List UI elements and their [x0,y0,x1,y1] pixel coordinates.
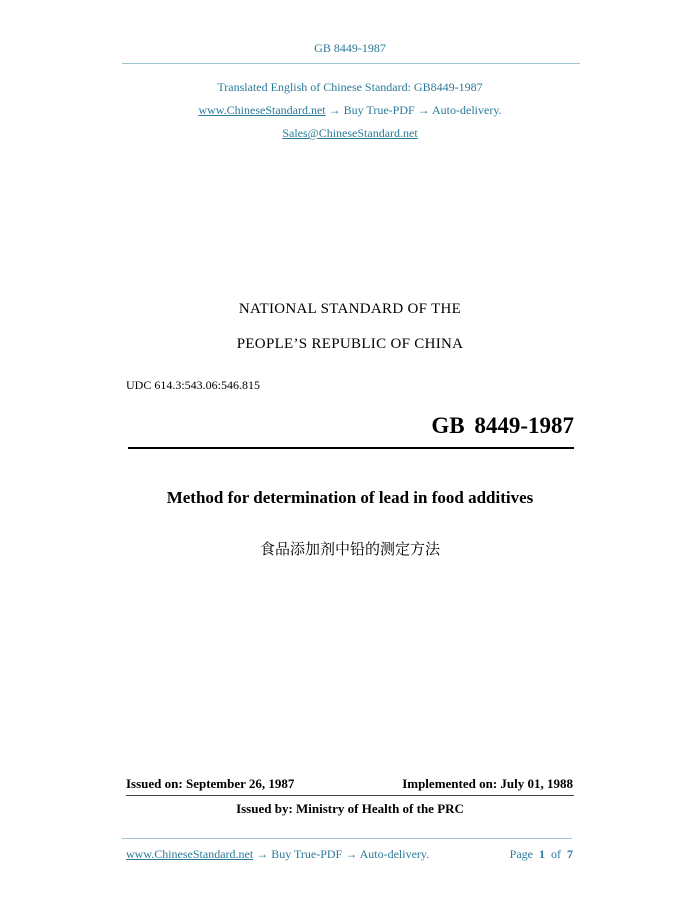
implemented-on-date: Implemented on: July 01, 1988 [402,776,573,791]
issued-by: Issued by: Ministry of Health of the PRC [236,801,464,816]
footer-divider [122,838,572,839]
page-indicator [510,847,573,862]
page-label: Page [509,847,533,861]
header-divider [122,63,580,64]
footer-auto-delivery-text: Auto-delivery. [359,847,430,861]
title-divider [128,447,574,449]
buy-true-pdf-link[interactable]: Buy True-PDF [343,103,415,117]
arrow-right-icon: → [256,847,269,861]
arrow-right-icon: → [417,103,430,117]
page-of: of [551,847,561,861]
arrow-right-icon: → [345,847,358,861]
site-link[interactable]: www.ChineseStandard.net [198,103,326,117]
national-standard-title-line2: PEOPLE’S REPUBLIC OF CHINA [236,336,464,352]
page-current: 1 [539,847,545,861]
arrow-right-icon: → [328,103,341,117]
footer-promo-line [126,847,429,862]
sales-email-link[interactable]: Sales@ChineseStandard.net [282,126,418,140]
udc-code: UDC 614.3:543.06:546.815 [126,378,261,392]
email-line [0,126,700,141]
chinese-title: 食品添加剂中铅的测定方法 [259,540,440,558]
footer-site-link[interactable]: www.ChineseStandard.net [126,847,254,861]
auto-delivery-text: Auto-delivery. [432,103,502,117]
header-promo-line [0,103,700,118]
issuance-divider [126,795,574,796]
header-doc-code: GB 8449-1987 [314,41,386,55]
national-standard-title-line1: NATIONAL STANDARD OF THE [238,301,462,317]
translated-notice: Translated English of Chinese Standard: GB8449-1987 [217,80,483,94]
gb-standard-code: GB 8449-1987 [431,413,574,438]
footer-buy-true-pdf-link[interactable]: Buy True-PDF [271,847,343,861]
english-title: Method for determination of lead in food additives [166,488,534,507]
issued-on-date: Issued on: September 26, 1987 [126,776,295,791]
page-total: 7 [567,847,573,861]
